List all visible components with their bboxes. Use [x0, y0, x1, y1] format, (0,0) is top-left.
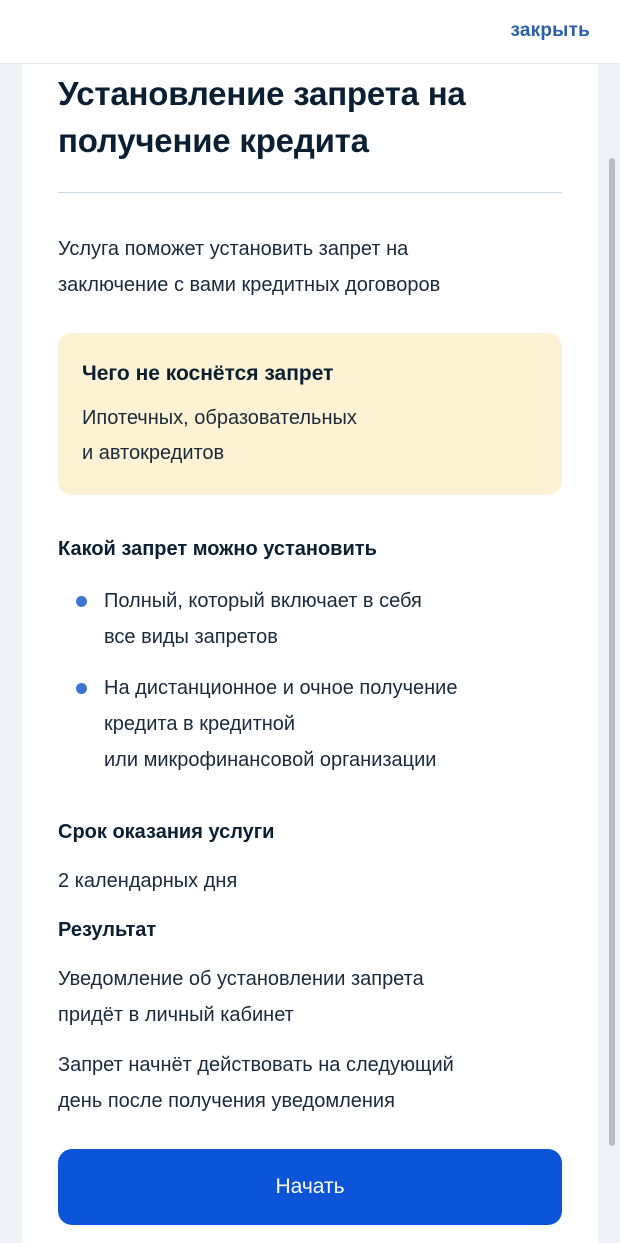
divider [58, 192, 562, 193]
bullet-dot-icon [76, 683, 87, 694]
list-item-line2: кредита в кредитной [104, 713, 296, 735]
result-text-1-line2: придёт в личный кабинет [58, 1004, 294, 1026]
result-text-1-line1: Уведомление об установлении запрета [58, 968, 424, 990]
result-text-2 [58, 1047, 562, 1119]
start-button[interactable]: Начать [58, 1149, 562, 1225]
notice-title: Чего не коснётся запрет [82, 362, 334, 385]
top-bar [0, 0, 620, 64]
service-intro [58, 231, 562, 303]
ban-types-list [58, 583, 562, 778]
page-title-line1: Установление запрета на [58, 75, 466, 112]
result-text-1 [58, 961, 562, 1033]
list-item-line2: все виды запретов [104, 626, 278, 648]
notice-text [82, 401, 538, 471]
intro-line1: Услуга поможет установить запрет на [58, 238, 409, 260]
ban-types-title: Какой запрет можно установить [58, 538, 377, 560]
term-value: 2 календарных дня [58, 870, 238, 892]
result-text-2-line1: Запрет начнёт действовать на следующий [58, 1054, 454, 1076]
intro-line2: заключение с вами кредитных договоров [58, 274, 441, 296]
notice-box [58, 333, 562, 495]
list-item-line3: или микрофинансовой организации [104, 749, 437, 771]
list-item [58, 670, 562, 778]
service-card [22, 64, 598, 1243]
list-item-line1: Полный, который включает в себя [104, 590, 422, 612]
page-title-line2: получение кредита [58, 122, 369, 159]
result-text-2-line2: день после получения уведомления [58, 1090, 395, 1112]
close-link[interactable]: закрыть [510, 20, 590, 41]
list-item [58, 583, 562, 655]
list-item-line1: На дистанционное и очное получение [104, 677, 458, 699]
term-title: Срок оказания услуги [58, 821, 275, 843]
notice-line1: Ипотечных, образовательных [82, 407, 357, 429]
scrollbar[interactable] [609, 158, 615, 1146]
bullet-dot-icon [76, 596, 87, 607]
notice-line2: и автокредитов [82, 442, 225, 464]
result-title: Результат [58, 919, 157, 941]
page-title [58, 70, 562, 164]
